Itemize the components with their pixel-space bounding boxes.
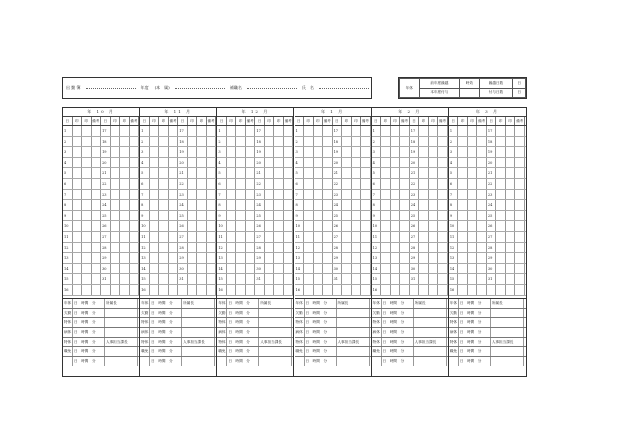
day-row: 11 27 xyxy=(449,232,526,243)
column-header: 日 印 印 備考 日 印 印 備考 xyxy=(140,117,216,126)
day-row: 16 xyxy=(140,285,216,296)
day-row: 7 23 xyxy=(63,190,139,201)
day-row: 16 xyxy=(295,285,371,296)
day-row: 7 23 xyxy=(217,190,293,201)
day-row: 5 21 xyxy=(295,168,371,179)
day-row: 11 27 xyxy=(372,232,448,243)
day-row: 7 23 xyxy=(372,190,448,201)
day-row: 8 24 xyxy=(217,200,293,211)
month-title: 年 12 月 xyxy=(217,108,293,117)
day-row: 10 26 xyxy=(372,221,448,232)
day-row: 3 19 xyxy=(295,147,371,158)
month-block xyxy=(372,108,449,376)
leave-type-label: 年休 xyxy=(400,79,420,98)
month-footer: 年休 日 時間 分 所属長 欠勤 日 時間 分 特休 日 時間 分 病休 日 時間 分 特休 日 時間 分 人事担当課長 職免 日 時間 分 日 時間 分 xyxy=(217,298,293,376)
carryover-unit: 日 xyxy=(513,79,526,89)
day-row: 14 30 xyxy=(140,264,216,275)
day-row: 15 31 xyxy=(140,274,216,285)
day-row: 15 31 xyxy=(449,274,526,285)
day-row: 2 18 xyxy=(217,137,293,148)
day-row: 10 26 xyxy=(295,221,371,232)
day-row: 11 27 xyxy=(63,232,139,243)
month-block xyxy=(449,108,526,376)
day-row: 13 29 xyxy=(140,253,216,264)
position-label: 補職名 xyxy=(229,85,242,90)
day-row: 16 xyxy=(217,285,293,296)
month-block xyxy=(295,108,372,376)
day-row: 14 30 xyxy=(449,264,526,275)
day-row: 15 31 xyxy=(372,274,448,285)
day-row: 1 17 xyxy=(217,126,293,137)
month-footer: 年休 日 時間 分 所属長 欠勤 日 時間 分 特休 日 時間 分 病休 日 時間 分 特休 日 時間 分 人事担当課長 職免 日 時間 分 日 時間 分 xyxy=(63,298,139,376)
day-row: 11 27 xyxy=(217,232,293,243)
month-title: 年 10 月 xyxy=(63,108,139,117)
day-row: 16 xyxy=(63,285,139,296)
day-row: 4 20 xyxy=(217,158,293,169)
grant-unit: 日 xyxy=(513,88,526,98)
day-row: 4 20 xyxy=(449,158,526,169)
day-row: 2 18 xyxy=(140,137,216,148)
day-row: 9 25 xyxy=(63,211,139,222)
day-row: 9 25 xyxy=(295,211,371,222)
day-row: 4 20 xyxy=(63,158,139,169)
day-row: 10 26 xyxy=(449,221,526,232)
column-header: 日 印 印 備考 日 印 印 備考 xyxy=(217,117,293,126)
day-row: 12 28 xyxy=(140,243,216,254)
day-row: 4 20 xyxy=(295,158,371,169)
day-row: 13 29 xyxy=(63,253,139,264)
day-row: 13 29 xyxy=(449,253,526,264)
day-row: 5 21 xyxy=(63,168,139,179)
name-label: 氏 名 xyxy=(301,85,314,90)
day-row: 3 19 xyxy=(140,147,216,158)
day-row: 15 31 xyxy=(63,274,139,285)
month-footer: 年休 日 時間 分 所属長 欠勤 日 時間 分 特休 日 時間 分 病休 日 時間 分 特休 日 時間 分 人事担当課長 職免 日 時間 分 日 時間 分 xyxy=(372,298,448,376)
day-row: 3 19 xyxy=(63,147,139,158)
day-row: 9 25 xyxy=(140,211,216,222)
day-row: 12 28 xyxy=(63,243,139,254)
month-title: 年 1 月 xyxy=(295,108,371,117)
day-row: 6 22 xyxy=(140,179,216,190)
grant-label: 本年度付与 xyxy=(419,88,459,98)
month-block xyxy=(63,108,140,376)
day-row: 9 25 xyxy=(449,211,526,222)
grant-days-label: 付与日数 xyxy=(479,88,513,98)
day-row: 2 18 xyxy=(295,137,371,148)
day-row: 1 17 xyxy=(372,126,448,137)
day-row: 14 30 xyxy=(63,264,139,275)
day-row: 2 18 xyxy=(372,137,448,148)
day-row: 3 19 xyxy=(449,147,526,158)
day-row: 1 17 xyxy=(449,126,526,137)
month-title: 年 11 月 xyxy=(140,108,216,117)
day-row: 10 26 xyxy=(217,221,293,232)
day-row: 8 24 xyxy=(63,200,139,211)
month-footer: 年休 日 時間 分 所属長 欠勤 日 時間 分 特休 日 時間 分 病休 日 時間 分 特休 日 時間 分 人事担当課長 職免 日 時間 分 日 時間 分 xyxy=(295,298,371,376)
day-row: 8 24 xyxy=(372,200,448,211)
column-header: 日 印 印 備考 日 印 印 備考 xyxy=(295,117,371,126)
year-label: 年度 xyxy=(140,85,149,90)
day-row: 12 28 xyxy=(372,243,448,254)
day-row: 5 21 xyxy=(217,168,293,179)
expiry-label: 時効 xyxy=(460,79,480,89)
day-row: 16 xyxy=(372,285,448,296)
day-row: 12 28 xyxy=(449,243,526,254)
day-row: 9 25 xyxy=(217,211,293,222)
day-row: 12 28 xyxy=(217,243,293,254)
day-row: 7 23 xyxy=(295,190,371,201)
day-row: 1 17 xyxy=(140,126,216,137)
day-row: 4 20 xyxy=(140,158,216,169)
day-row: 14 30 xyxy=(217,264,293,275)
month-block xyxy=(140,108,217,376)
day-row: 1 17 xyxy=(63,126,139,137)
day-row: 7 23 xyxy=(449,190,526,201)
day-row: 10 26 xyxy=(63,221,139,232)
day-row: 13 29 xyxy=(295,253,371,264)
day-row: 6 22 xyxy=(372,179,448,190)
month-footer: 年休 日 時間 分 所属長 欠勤 日 時間 分 特休 日 時間 分 病休 日 時間 分 特休 日 時間 分 人事担当課長 職免 日 時間 分 日 時間 分 xyxy=(140,298,216,376)
day-row: 5 21 xyxy=(140,168,216,179)
day-row: 11 27 xyxy=(295,232,371,243)
title-label: 出 勤 簿 xyxy=(66,85,81,90)
day-row: 15 31 xyxy=(295,274,371,285)
day-row: 6 22 xyxy=(295,179,371,190)
affiliation-label: (本 属) xyxy=(154,85,170,90)
day-row: 14 30 xyxy=(295,264,371,275)
day-row: 6 22 xyxy=(217,179,293,190)
day-row: 8 24 xyxy=(449,200,526,211)
day-row: 2 18 xyxy=(449,137,526,148)
day-row: 3 19 xyxy=(372,147,448,158)
column-header: 日 印 印 備考 日 印 印 備考 xyxy=(449,117,526,126)
day-row: 14 30 xyxy=(372,264,448,275)
header-bar xyxy=(62,77,372,99)
day-row: 12 28 xyxy=(295,243,371,254)
day-row: 13 29 xyxy=(372,253,448,264)
day-row: 8 24 xyxy=(295,200,371,211)
month-block xyxy=(217,108,294,376)
month-title: 年 2 月 xyxy=(372,108,448,117)
day-row: 7 23 xyxy=(140,190,216,201)
month-footer: 年休 日 時間 分 所属長 欠勤 日 時間 分 特休 日 時間 分 病休 日 時間 分 特休 日 時間 分 人事担当課長 職免 日 時間 分 日 時間 分 xyxy=(449,298,526,376)
carryover-label: 前年度繰越 xyxy=(419,79,459,89)
day-row: 11 27 xyxy=(140,232,216,243)
attendance-grid xyxy=(62,107,527,377)
column-header: 日 印 印 備考 日 印 印 備考 xyxy=(372,117,448,126)
day-row: 6 22 xyxy=(449,179,526,190)
day-row: 4 20 xyxy=(372,158,448,169)
leave-summary-box xyxy=(398,77,527,99)
day-row: 16 xyxy=(449,285,526,296)
day-row: 10 26 xyxy=(140,221,216,232)
day-row: 5 21 xyxy=(372,168,448,179)
day-row: 1 17 xyxy=(295,126,371,137)
day-row: 6 22 xyxy=(63,179,139,190)
day-row: 5 21 xyxy=(449,168,526,179)
column-header: 日 印 印 備考 日 印 印 備考 xyxy=(63,117,139,126)
day-row: 2 18 xyxy=(63,137,139,148)
day-row: 3 19 xyxy=(217,147,293,158)
day-row: 8 24 xyxy=(140,200,216,211)
month-title: 年 3 月 xyxy=(449,108,526,117)
day-row: 15 31 xyxy=(217,274,293,285)
carryover-days-label: 繰越日数 xyxy=(479,79,513,89)
day-row: 13 29 xyxy=(217,253,293,264)
day-row: 9 25 xyxy=(372,211,448,222)
